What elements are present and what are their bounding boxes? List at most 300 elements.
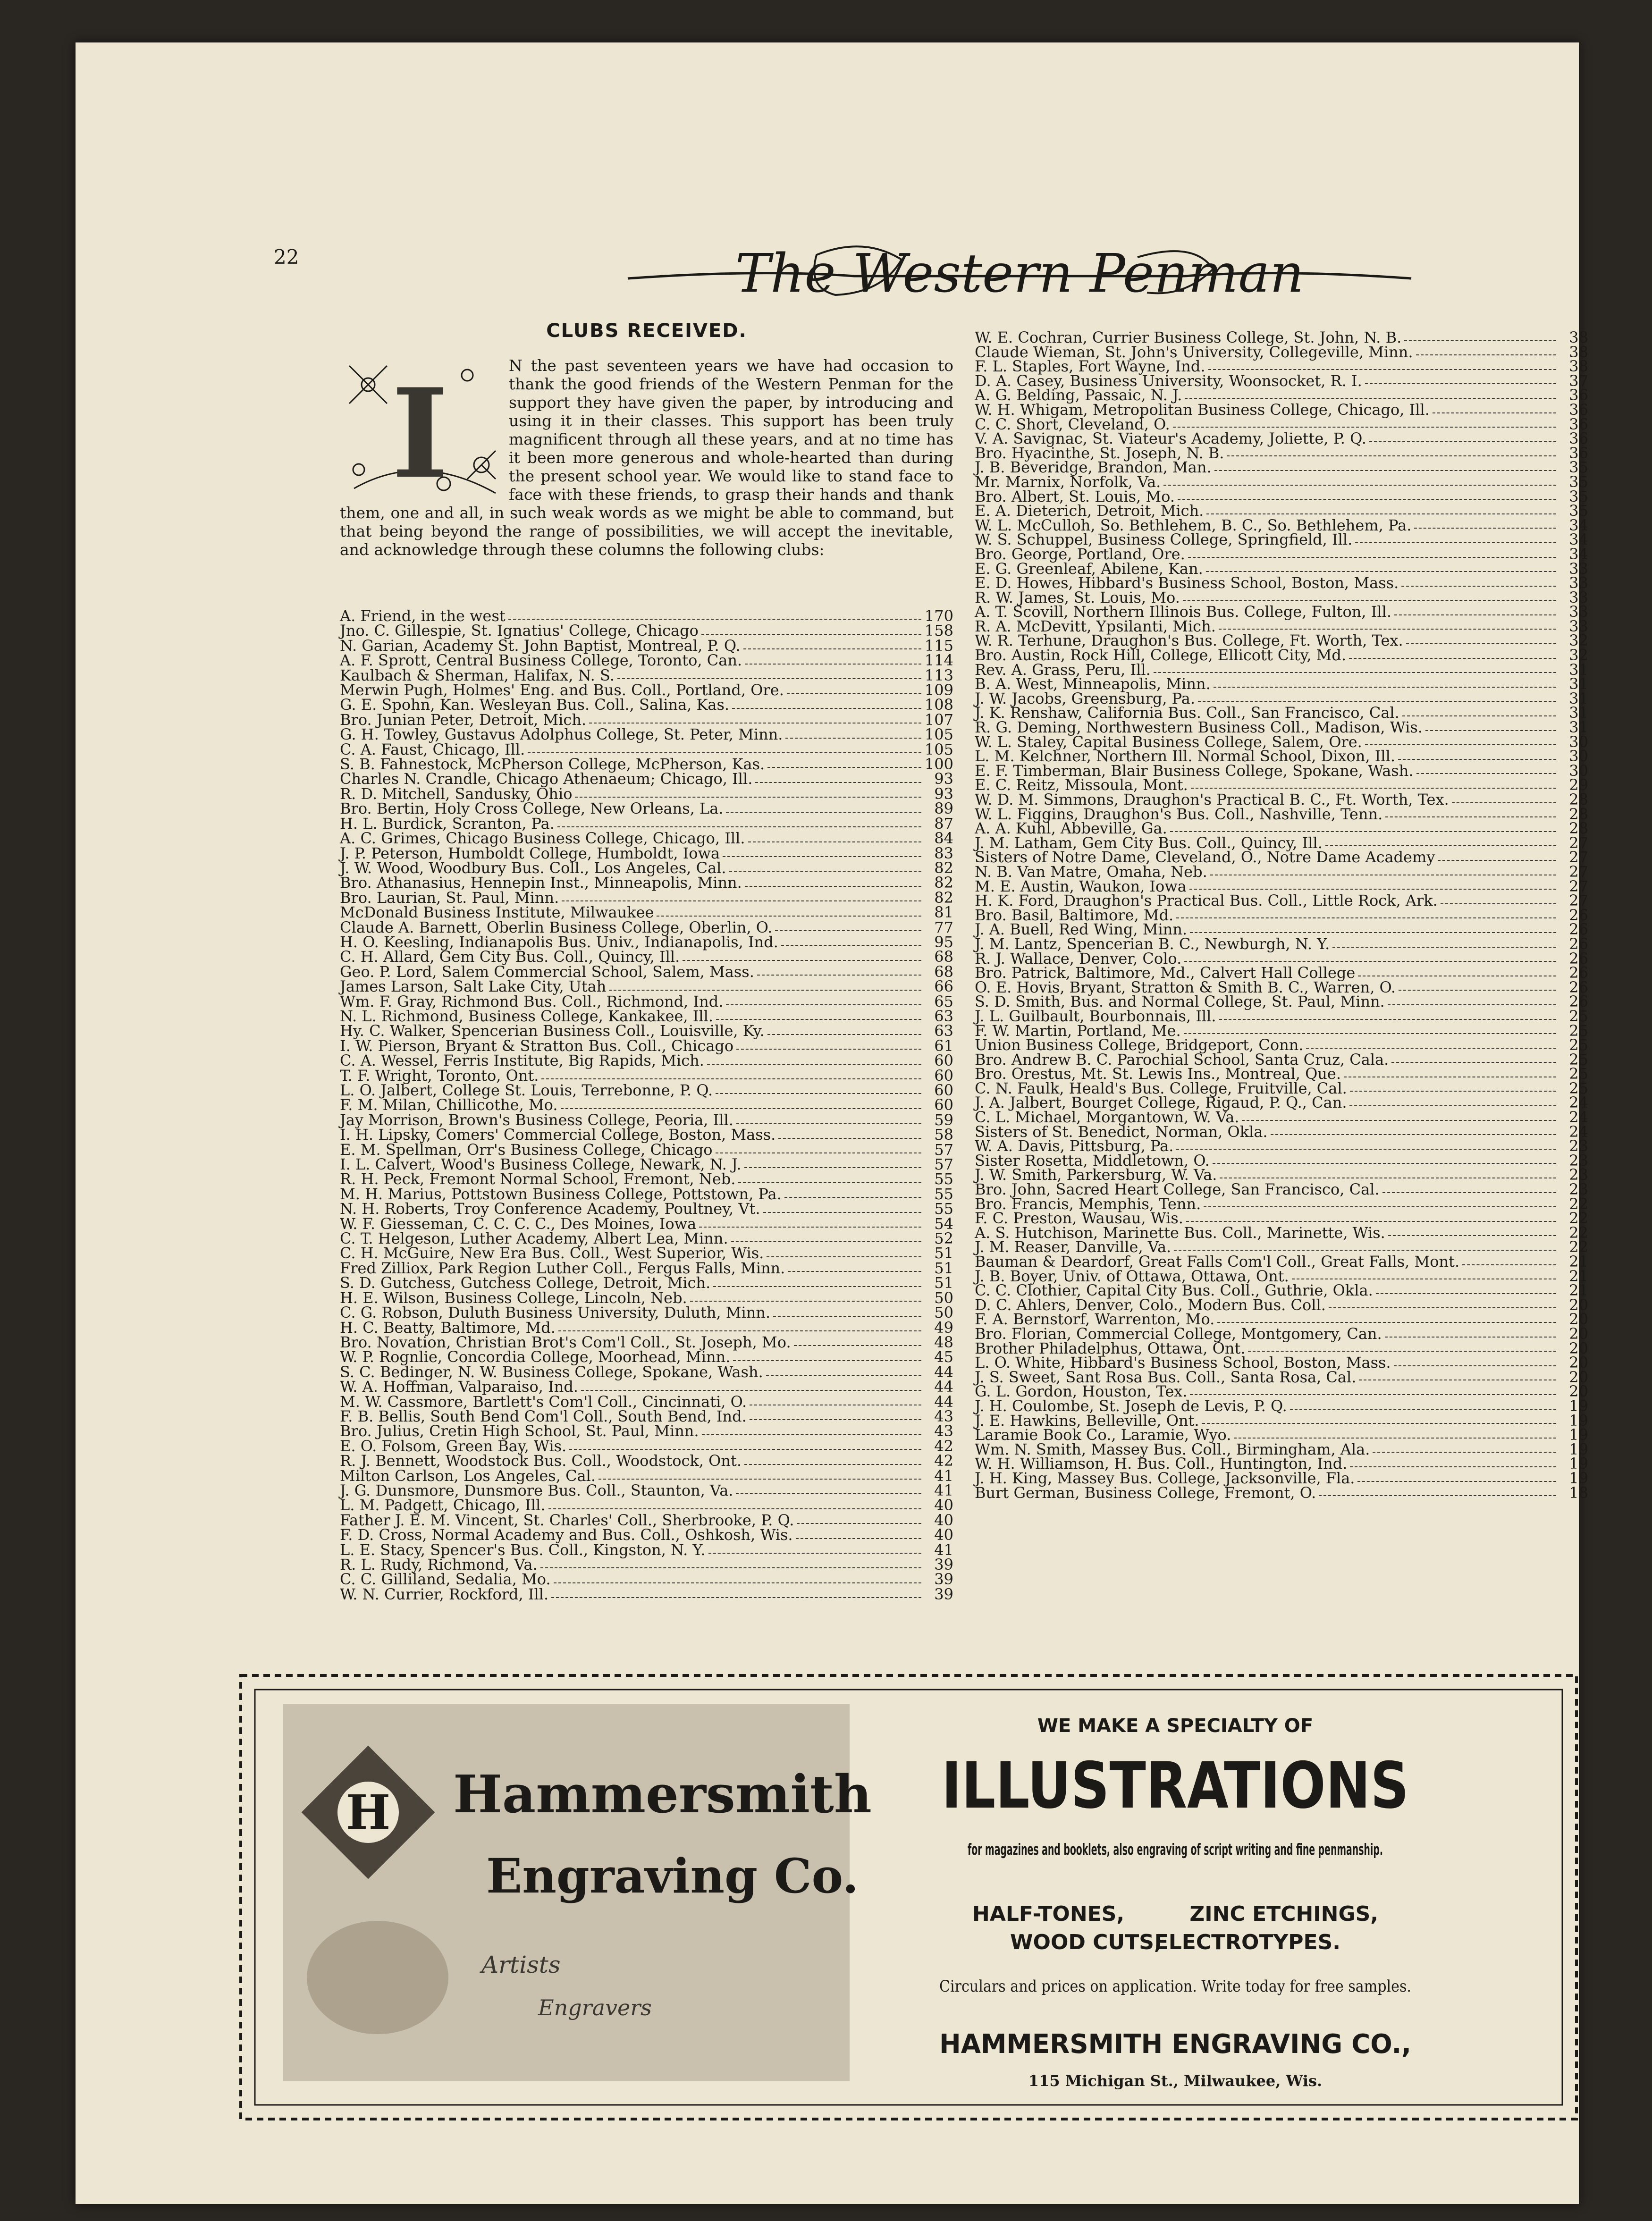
club-name: C. A. Faust, Chicago, Ill.	[340, 740, 525, 758]
club-name: H. K. Ford, Draughon's Practical Bus. Coll., Little Rock, Ark.	[975, 892, 1438, 910]
club-count: 20	[1569, 1296, 1588, 1314]
leader-dots	[1416, 773, 1557, 774]
club-count: 27	[1569, 892, 1588, 910]
club-name: W. L. Staley, Capital Business College, Salem, Ore.	[975, 732, 1362, 751]
club-list-left	[340, 609, 953, 1602]
club-count: 29	[1569, 776, 1588, 794]
leader-dots	[1271, 1134, 1556, 1135]
club-count: 31	[1569, 675, 1588, 693]
intro-text: N the past seventeen years we have had occasion to thank the good friends of the Western Penman for the support they have given the paper, by introducing and using it in their classes. This support has been truly magnificent through all these years, and at no time has it been more generous and whole-hearted than during the present school year. We would like to stand face to face with these friends, to grasp their hands and thank them, one and all, in such weak words as we might be able to command, but that being beyond the range of possibilities, we will accept the inevitable, and acknowledge through these columns the following clubs:	[340, 356, 953, 559]
club-name: A. Friend, in the west	[340, 607, 506, 625]
club-name: Bro. Bertin, Holy Cross College, New Orleans, La.	[340, 799, 724, 818]
club-name: L. M. Kelchner, Northern Ill. Normal School, Dixon, Ill.	[975, 747, 1396, 766]
club-count: 93	[934, 784, 953, 803]
club-count: 31	[1569, 660, 1588, 679]
leader-dots	[557, 826, 921, 827]
club-name: W. N. Currier, Rockford, Ill.	[340, 1585, 549, 1603]
club-count: 33	[1569, 603, 1588, 621]
club-entry	[340, 1202, 953, 1216]
club-name: D. A. Casey, Business University, Woonsocket, R. I.	[975, 371, 1362, 390]
club-name: J. M. Reaser, Danville, Va.	[975, 1238, 1172, 1256]
club-count: 26	[1569, 993, 1588, 1011]
club-entry	[975, 1009, 1588, 1024]
club-name: Brother Philadelphus, Ottawa, Ont.	[975, 1339, 1246, 1357]
club-count: 40	[934, 1511, 953, 1529]
club-name: Claude A. Barnett, Oberlin Business College, Oberlin, O.	[340, 918, 773, 936]
club-name: E. O. Folsom, Green Bay, Wis.	[340, 1437, 567, 1455]
leader-dots	[1178, 499, 1556, 500]
club-name: S. D. Gutchess, Gutchess College, Detroit, Mich.	[340, 1274, 711, 1292]
club-name: O. E. Hovis, Bryant, Stratton & Smith B. C., Warren, O.	[975, 978, 1396, 996]
leader-dots	[1186, 1221, 1556, 1222]
club-count: 31	[1569, 689, 1588, 707]
club-count: 26	[1569, 934, 1588, 953]
leader-dots	[1385, 1337, 1556, 1338]
leader-dots	[1248, 1351, 1556, 1352]
leader-dots	[1365, 383, 1556, 384]
leader-dots	[701, 634, 921, 635]
leader-dots	[707, 1064, 921, 1065]
leader-dots	[1425, 730, 1556, 731]
leader-dots	[1206, 513, 1556, 514]
club-count: 30	[1569, 732, 1588, 751]
leader-dots	[778, 1138, 921, 1139]
club-name: W. H. Williamson, H. Bus. Coll., Huntington, Ind.	[975, 1455, 1348, 1473]
club-count: 49	[934, 1318, 953, 1337]
club-count: 26	[1569, 949, 1588, 967]
leader-dots	[1406, 643, 1556, 644]
club-name: Fred Zilliox, Park Region Luther Coll., Fergus Falls, Minn.	[340, 1259, 785, 1277]
leader-dots	[748, 841, 922, 842]
leader-dots	[1191, 788, 1556, 789]
club-name: E. A. Dieterich, Detroit, Mich.	[975, 502, 1204, 520]
club-name: Rev. A. Grass, Peru, Ill.	[975, 660, 1151, 679]
leader-dots	[731, 1241, 921, 1242]
leader-dots	[1174, 1250, 1556, 1251]
leader-dots	[528, 752, 921, 753]
page-number: 22	[274, 245, 299, 269]
club-count: 105	[924, 740, 953, 758]
leader-dots	[755, 782, 921, 783]
magazine-page	[76, 42, 1588, 2204]
club-count: 34	[1569, 545, 1588, 563]
club-name: W. L. McCulloh, So. Bethlehem, B. C., So. Bethlehem, Pa.	[975, 516, 1412, 534]
leader-dots	[796, 1538, 921, 1539]
club-count: 35	[1569, 487, 1588, 505]
leader-dots	[1163, 485, 1556, 486]
leader-dots	[787, 693, 921, 694]
club-name: Bro. Florian, Commercial College, Montgomery, Can.	[975, 1324, 1382, 1343]
club-count: 42	[934, 1452, 953, 1470]
club-name: J. B. Beveridge, Brandon, Man.	[975, 458, 1212, 477]
club-name: J. G. Dunsmore, Dunsmore Bus. Coll., Staunton, Va.	[340, 1481, 733, 1499]
club-name: E. F. Timberman, Blair Business College, Spokane, Wash.	[975, 761, 1414, 780]
club-name: Bro. Andrew B. C. Parochial School, Santa Cruz, Cala.	[975, 1050, 1389, 1068]
masthead-title: The Western Penman	[735, 243, 1304, 304]
leader-dots	[1462, 1264, 1556, 1265]
club-count: 20	[1569, 1339, 1588, 1357]
leader-dots	[554, 1582, 921, 1583]
club-name: C. A. Wessel, Ferris Institute, Big Rapids, Mich.	[340, 1052, 704, 1070]
club-count: 23	[1569, 1180, 1588, 1199]
club-count: 39	[934, 1585, 953, 1603]
club-entry	[975, 934, 1588, 953]
leader-dots	[1219, 1019, 1556, 1020]
club-entry	[975, 1254, 1588, 1269]
club-count: 61	[934, 1036, 953, 1055]
club-name: J. A. Buell, Red Wing, Minn.	[975, 920, 1188, 939]
club-name: Bro. Novation, Christian Brot's Com'l Coll., St. Joseph, Mo.	[340, 1333, 791, 1351]
club-name: G. L. Gordon, Houston, Tex.	[975, 1382, 1188, 1401]
leader-dots	[785, 738, 921, 739]
club-name: Jno. C. Gillespie, St. Ignatius' College, Chicago	[340, 622, 699, 640]
club-count: 36	[1569, 415, 1588, 433]
club-name: W. L. Figgins, Draughon's Bus. Coll., Nashville, Tenn.	[975, 805, 1383, 823]
club-count: 44	[934, 1363, 953, 1381]
club-name: J. A. Jalbert, Bourget College, Rigaud, P. Q., Can.	[975, 1094, 1347, 1112]
club-name: S. C. Bedinger, N. W. Business College, Spokane, Wash.	[340, 1363, 763, 1381]
club-name: R. J. Wallace, Denver, Colo.	[975, 949, 1182, 967]
leader-dots	[766, 1375, 921, 1376]
leader-dots	[716, 1019, 921, 1020]
club-count: 65	[934, 992, 953, 1010]
leader-dots	[767, 1256, 921, 1257]
leader-dots	[1185, 398, 1556, 399]
leader-dots	[726, 1004, 921, 1005]
leader-dots	[773, 1316, 921, 1317]
club-name: H. C. Beatty, Baltimore, Md.	[340, 1318, 556, 1337]
club-count: 24	[1569, 1122, 1588, 1141]
club-entry	[340, 905, 953, 920]
leader-dots	[745, 664, 921, 665]
club-name: D. C. Ahlers, Denver, Colo., Modern Bus. Coll.	[975, 1296, 1326, 1314]
ad-logo-line1: Hammersmith	[453, 1764, 872, 1825]
leader-dots	[732, 708, 921, 709]
club-name: Sisters of Notre Dame, Cleveland, O., Notre Dame Academy	[975, 848, 1435, 867]
club-entry	[340, 1350, 953, 1364]
leader-dots	[1227, 455, 1556, 456]
club-count: 55	[934, 1170, 953, 1188]
leader-dots	[775, 930, 921, 931]
club-count: 20	[1569, 1324, 1588, 1343]
club-name: W. S. Schuppel, Business College, Springfield, Ill.	[975, 530, 1353, 549]
club-count: 32	[1569, 631, 1588, 650]
club-count: 113	[924, 666, 953, 684]
club-entry	[340, 1454, 953, 1468]
leader-dots	[1357, 1481, 1556, 1482]
club-name: J. H. Coulombe, St. Joseph de Levis, P. Q.	[975, 1397, 1287, 1415]
club-name: W. A. Davis, Pittsburg, Pa.	[975, 1137, 1174, 1155]
club-entry	[975, 1399, 1588, 1413]
club-entry	[975, 862, 1588, 881]
ad-description: for magazines and booklets, also engraving of script writing and fine penmanship.	[968, 1840, 1383, 1859]
club-count: 23	[1569, 1137, 1588, 1155]
club-name: R. A. McDevitt, Ypsilanti, Mich.	[975, 617, 1216, 635]
club-name: J. S. Sweet, Sant Rosa Bus. Coll., Santa Rosa, Cal.	[975, 1368, 1357, 1386]
leader-dots	[1402, 715, 1556, 716]
club-name: J. W. Smith, Parkersburg, W. Va.	[975, 1166, 1217, 1184]
leader-dots	[1170, 831, 1556, 832]
ad-logo-letter: H	[346, 1784, 391, 1840]
club-count: 24	[1569, 1094, 1588, 1112]
club-name: F. A. Bernstorf, Warrenton, Mo.	[975, 1310, 1215, 1329]
leader-dots	[561, 1108, 921, 1109]
club-entry	[340, 801, 953, 816]
club-count: 63	[934, 1007, 953, 1025]
club-name: J. P. Peterson, Humboldt College, Humboldt, Iowa	[340, 844, 720, 862]
club-entry	[340, 1053, 953, 1068]
leader-dots	[1349, 1105, 1556, 1106]
ad-tagline-engravers: Engravers	[538, 1995, 652, 2020]
ad-address: 115 Michigan St., Milwaukee, Wis.	[1028, 2072, 1323, 2090]
club-name: E. G. Greenleaf, Abilene, Kan.	[975, 559, 1203, 578]
club-count: 27	[1569, 833, 1588, 852]
leader-dots	[1176, 1149, 1556, 1150]
club-entry	[340, 831, 953, 846]
leader-dots	[548, 1508, 921, 1509]
club-count: 36	[1569, 429, 1588, 448]
club-name: R. J. Bennett, Woodstock Bus. Coll., Woodstock, Ont.	[340, 1452, 742, 1470]
club-name: Wm. N. Smith, Massey Bus. Coll., Birmingham, Ala.	[975, 1440, 1370, 1458]
club-name: L. O. Jalbert, College St. Louis, Terrebonne, P. Q.	[340, 1081, 713, 1099]
club-name: I. H. Lipsky, Comers' Commercial College, Boston, Mass.	[340, 1126, 776, 1144]
club-name: Geo. P. Lord, Salem Commercial School, Salem, Mass.	[340, 962, 754, 981]
club-count: 82	[934, 888, 953, 907]
club-count: 158	[924, 622, 953, 640]
club-count: 37	[1569, 371, 1588, 390]
club-name: J. H. King, Massey Bus. College, Jacksonville, Fla.	[975, 1469, 1355, 1487]
leader-dots	[1208, 369, 1556, 370]
club-count: 87	[934, 814, 953, 833]
leader-dots	[1388, 1235, 1556, 1236]
club-name: H. L. Burdick, Scranton, Pa.	[340, 814, 555, 833]
leader-dots	[589, 723, 921, 724]
club-count: 26	[1569, 978, 1588, 996]
leader-dots	[1202, 1423, 1556, 1424]
club-name: C. H. McGuire, New Era Bus. Coll., West Superior, Wis.	[340, 1244, 764, 1262]
club-count: 19	[1569, 1469, 1588, 1487]
club-name: C. C. Clothier, Capital City Bus. Coll., Guthrie, Okla.	[975, 1281, 1373, 1300]
club-entry	[340, 1587, 953, 1602]
club-count: 23	[1569, 1166, 1588, 1184]
club-entry	[975, 1471, 1588, 1486]
leader-dots	[581, 1390, 921, 1391]
club-name: F. D. Cross, Normal Academy and Bus. Coll., Oshkosh, Wis.	[340, 1526, 793, 1544]
club-count: 34	[1569, 516, 1588, 534]
ad-service-woodcuts: WOOD CUTS,	[1010, 1930, 1162, 1954]
club-count: 39	[934, 1570, 953, 1589]
club-name: A. F. Sprott, Central Business College, Toronto, Can.	[340, 651, 742, 670]
club-name: Bauman & Deardorf, Great Falls Com'l Coll., Great Falls, Mont.	[975, 1253, 1460, 1270]
club-count: 27	[1569, 848, 1588, 867]
leader-dots	[1373, 1452, 1556, 1453]
club-name: J. W. Jacobs, Greensburg, Pa.	[975, 689, 1195, 707]
leader-dots	[690, 1301, 921, 1302]
ornamental-drop-cap	[340, 356, 500, 506]
leader-dots	[736, 1049, 921, 1050]
club-count: 68	[934, 948, 953, 966]
club-name: Union Business College, Bridgeport, Conn.	[975, 1036, 1304, 1054]
leader-dots	[1154, 672, 1556, 673]
club-count: 28	[1569, 805, 1588, 823]
club-count: 19	[1569, 1455, 1588, 1473]
leader-dots	[1306, 1048, 1556, 1049]
club-name: W. E. Cochran, Currier Business College, St. John, N. B.	[975, 328, 1402, 346]
club-name: I. L. Calvert, Wood's Business College, Newark, N. J.	[340, 1155, 742, 1174]
club-count: 39	[934, 1556, 953, 1573]
club-count: 57	[934, 1155, 953, 1174]
club-name: A. G. Belding, Passaic, N. J.	[975, 386, 1182, 404]
leader-dots	[1391, 1062, 1556, 1063]
club-name: A. A. Kuhl, Abbeville, Ga.	[975, 819, 1167, 838]
leader-dots	[797, 1523, 921, 1524]
club-name: F. M. Milan, Chillicothe, Mo.	[340, 1096, 558, 1114]
club-entry	[975, 792, 1588, 807]
ad-service-halftones: HALF-TONES,	[972, 1902, 1125, 1926]
club-name: W. A. Hoffman, Valparaiso, Ind.	[340, 1378, 578, 1396]
club-count: 89	[934, 799, 953, 818]
club-name: Bro. George, Portland, Ore.	[975, 545, 1185, 563]
leader-dots	[702, 1434, 921, 1435]
club-name: F. B. Bellis, South Bend Com'l Coll., South Bend, Ind.	[340, 1407, 747, 1425]
flower-ornament-icon	[340, 356, 500, 506]
leader-dots	[767, 1034, 921, 1035]
club-name: F. L. Staples, Fort Wayne, Ind.	[975, 357, 1205, 376]
club-count: 84	[934, 829, 953, 848]
club-count: 58	[934, 1126, 953, 1144]
club-count: 18	[1569, 1483, 1588, 1502]
club-name: G. E. Spohn, Kan. Wesleyan Bus. Coll., Salina, Kas.	[340, 696, 730, 714]
leader-dots	[1176, 917, 1556, 918]
club-entry	[340, 979, 953, 994]
club-count: 60	[934, 1066, 953, 1085]
ad-circulars: Circulars and prices on application. Write today for free samples.	[939, 1977, 1411, 1996]
leader-dots	[1414, 528, 1556, 529]
leader-dots	[508, 619, 921, 620]
club-count: 51	[934, 1259, 953, 1277]
leader-dots	[569, 1449, 921, 1450]
club-count: 26	[1569, 964, 1588, 982]
leader-dots	[1382, 1192, 1556, 1193]
leader-dots	[1441, 903, 1556, 904]
club-count: 35	[1569, 502, 1588, 520]
leader-dots	[1369, 441, 1556, 442]
leader-dots	[1190, 932, 1556, 933]
club-count: 19	[1569, 1397, 1588, 1415]
leader-dots	[1234, 1438, 1556, 1439]
club-entry	[340, 1276, 953, 1290]
club-count: 48	[934, 1333, 953, 1351]
club-count: 51	[934, 1274, 953, 1292]
leader-dots	[541, 1078, 921, 1079]
club-count: 22	[1569, 1223, 1588, 1242]
leader-dots	[1404, 340, 1556, 341]
club-count: 60	[934, 1052, 953, 1070]
leader-dots	[744, 1464, 921, 1465]
club-count: 20	[1569, 1354, 1588, 1372]
club-name: Bro. Orestus, Mt. St. Lewis Ins., Montreal, Que.	[975, 1065, 1341, 1083]
leader-dots	[1213, 1163, 1556, 1164]
leader-dots	[558, 1330, 921, 1331]
club-name: A. S. Hutchison, Marinette Bus. Coll., Marinette, Wis.	[975, 1223, 1385, 1242]
club-count: 33	[1569, 574, 1588, 592]
club-name: Bro. Laurian, St. Paul, Minn.	[340, 888, 559, 907]
club-name: J. M. Latham, Gem City Bus. Coll., Quincy, Ill.	[975, 833, 1323, 852]
club-count: 40	[934, 1496, 953, 1514]
club-count: 28	[1569, 819, 1588, 838]
club-name: H. O. Keesling, Indianapolis Bus. Univ., Indianapolis, Ind.	[340, 933, 778, 951]
leader-dots	[781, 945, 921, 946]
club-name: M. H. Marius, Pottstown Business College, Pottstown, Pa.	[340, 1185, 782, 1203]
club-count: 19	[1569, 1426, 1588, 1444]
leader-dots	[784, 1197, 921, 1198]
club-name: V. A. Savignac, St. Viateur's Academy, Joliette, P. Q.	[975, 429, 1366, 448]
club-count: 68	[934, 962, 953, 981]
club-count: 105	[924, 725, 953, 744]
club-count: 50	[934, 1288, 953, 1307]
club-count: 22	[1569, 1195, 1588, 1213]
club-entry	[975, 1483, 1588, 1502]
club-name: Bro. Hyacinthe, St. Joseph, N. B.	[975, 444, 1224, 462]
club-count: 26	[1569, 906, 1588, 924]
leader-dots	[1399, 990, 1556, 991]
leader-dots	[726, 812, 921, 813]
club-name: Charles N. Crandle, Chicago Athenaeum; Chicago, Ill.	[340, 770, 753, 788]
ad-logo-line2: Engraving Co.	[486, 1848, 859, 1904]
club-count: 21	[1569, 1267, 1588, 1285]
club-count: 38	[1569, 328, 1588, 346]
club-name: C. C. Short, Cleveland, O.	[975, 415, 1170, 433]
leader-dots	[767, 767, 921, 768]
club-name: I. W. Pierson, Bryant & Stratton Bus. Coll., Chicago	[340, 1036, 734, 1055]
leader-dots	[708, 1553, 921, 1554]
ad-cherub-illustration	[307, 1921, 448, 2034]
club-count: 52	[934, 1229, 953, 1248]
club-name: C. G. Robson, Duluth Business University, Duluth, Minn.	[340, 1304, 771, 1322]
club-name: T. F. Wright, Toronto, Ont.	[340, 1066, 539, 1085]
club-count: 31	[1569, 718, 1588, 737]
club-name: N. L. Richmond, Business College, Kankakee, Ill.	[340, 1007, 714, 1025]
club-count: 25	[1569, 1050, 1588, 1068]
club-count: 19	[1569, 1440, 1588, 1458]
club-entry	[340, 1127, 953, 1142]
club-count: 23	[1569, 1151, 1588, 1169]
club-count: 82	[934, 858, 953, 877]
leader-dots	[1214, 687, 1556, 688]
club-count: 38	[1569, 357, 1588, 376]
leader-dots	[1452, 802, 1556, 803]
club-name: Bro. Austin, Rock Hill, College, Ellicott City, Md.	[975, 646, 1347, 665]
club-count: 36	[1569, 386, 1588, 404]
club-count: 25	[1569, 1065, 1588, 1083]
leader-dots	[1349, 658, 1556, 659]
leader-dots	[1319, 1495, 1556, 1496]
leader-dots	[794, 1345, 921, 1346]
club-count: 22	[1569, 1238, 1588, 1256]
ad-service-electrotypes: ELECTROTYPES.	[1154, 1930, 1340, 1954]
leader-dots	[736, 1493, 921, 1494]
leader-dots	[1188, 557, 1556, 558]
leader-dots	[1376, 1293, 1556, 1294]
club-name: H. E. Wilson, Business College, Lincoln, Neb.	[340, 1288, 687, 1307]
club-name: J. L. Guilbault, Bourbonnais, Ill.	[975, 1007, 1216, 1025]
club-count: 59	[934, 1110, 953, 1129]
club-count: 38	[1569, 343, 1588, 361]
ad-company: HAMMERSMITH ENGRAVING CO.,	[939, 2029, 1411, 2060]
club-count: 41	[934, 1540, 953, 1559]
leader-dots	[1401, 586, 1556, 587]
club-count: 114	[924, 651, 953, 670]
